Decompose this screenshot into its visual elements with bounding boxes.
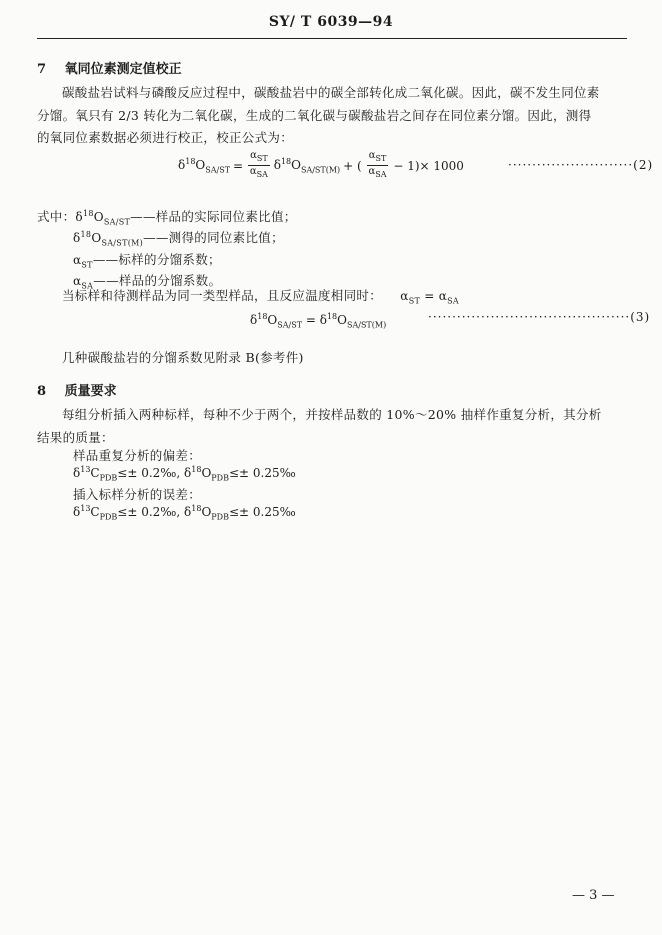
repeat-analysis-values: $\delta^{13}C_{PDB}\le\pm$ 0.2‰, $\delta^{18}O_{PDB}\le\pm$ 0.25‰ xyxy=(73,465,296,483)
section-7-title: 氧同位素测定值校正 xyxy=(64,62,182,77)
definition-2-text: ——测得的同位素比值； xyxy=(143,230,284,245)
page-number: — 3 — xyxy=(572,888,615,903)
section-7-para-line-3: 的氧同位素数据必须进行校正，校正公式为： xyxy=(37,130,294,145)
section-8-para-line-2: 结果的质量： xyxy=(37,430,114,445)
definition-1-text: ——样品的实际同位素比值； xyxy=(130,209,297,224)
section-7-heading xyxy=(37,58,182,77)
equation-3: $\delta^{18}O_{SA/ST} = \delta^{18}O_{SA/ST(M)}$ xyxy=(250,312,387,330)
section-8-para-line-1: 每组分析插入两种标样，每种不少于两个，并按样品数的 10%～20% 抽样作重复分析，其分析 xyxy=(62,407,602,422)
definition-line-2: $\delta^{18}O_{SA/ST(M)}——$测得的同位素比值； xyxy=(73,230,284,248)
section-7-para-line-1: 碳酸盐岩试料与磷酸反应过程中，碳酸盐岩中的碳全部转化成二氧化碳。因此，碳不发生同位素 xyxy=(62,85,600,100)
definition-line-4: $\alpha_{SA}——$样品的分馏系数。 xyxy=(73,273,222,291)
equation-2-tag: ··························(2) xyxy=(508,158,654,172)
equation-3-tag: ··········································(3) xyxy=(428,310,651,324)
section-8-title: 质量要求 xyxy=(64,384,117,399)
repeat-o18-value: ≤± 0.25‰ xyxy=(228,466,296,480)
document-header: SY/ T 6039—94 xyxy=(268,14,394,30)
standard-analysis-label: 插入标样分析的误差： xyxy=(73,487,202,502)
definition-3-text: ——标样的分馏系数； xyxy=(92,252,221,267)
standard-c13-value: ≤± 0.2‰ xyxy=(117,505,177,519)
section-7-number: 7 xyxy=(37,62,47,77)
repeat-analysis-label: 样品重复分析的偏差： xyxy=(73,448,202,463)
section-7-para-line-2: 分馏。氧只有 2/3 转化为二氧化碳，生成的二氧化碳与碳酸盐岩之间存在同位素分馏。因此，测得 xyxy=(37,108,592,123)
repeat-c13-value: ≤± 0.2‰ xyxy=(117,466,177,480)
definition-lead: 式中： xyxy=(37,209,76,224)
definition-4-text: ——样品的分馏系数。 xyxy=(93,273,222,288)
section-8-heading xyxy=(37,380,117,399)
header-rule xyxy=(37,38,627,39)
condition-text: 当标样和待测样品为同一类型样品，且反应温度相同时： xyxy=(62,288,383,303)
appendix-note: 几种碳酸盐岩的分馏系数见附录 B(参考件) xyxy=(62,350,304,365)
condition-line: 当标样和待测样品为同一类型样品，且反应温度相同时： $\alpha_{ST} = \alpha_{SA}$ xyxy=(62,288,459,306)
equation-2: $\delta^{18}O_{SA/ST}$ = $\frac{\alpha_{ST}}{\alpha_{SA}}$ $\delta^{18}O_{SA/ST(M)}$ + ( $\frac{\alpha_{ST}}{\alpha_{SA}}$ − 1)× 1000 xyxy=(178,150,464,179)
definition-line-1: 式中：$\delta^{18}O_{SA/ST}——$样品的实际同位素比值； xyxy=(37,209,297,227)
standard-analysis-values: $\delta^{13}C_{PDB}\le\pm$ 0.2‰, $\delta^{18}O_{PDB}\le\pm$ 0.25‰ xyxy=(73,504,296,522)
definition-line-3: $\alpha_{ST}——$标样的分馏系数； xyxy=(73,252,221,270)
standard-o18-value: ≤± 0.25‰ xyxy=(228,505,296,519)
section-8-number: 8 xyxy=(37,384,47,399)
